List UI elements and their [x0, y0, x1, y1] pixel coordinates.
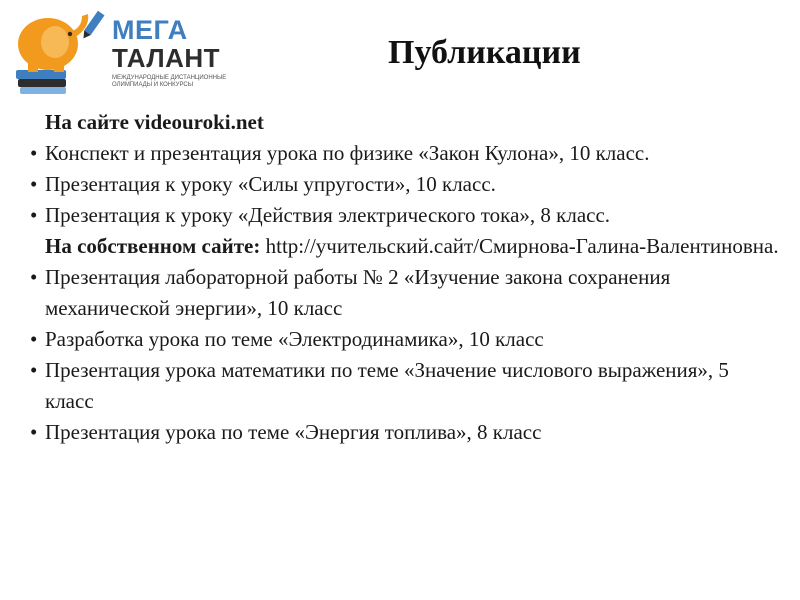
list-item-text: Презентация урока по теме «Энергия топлива», 8 класс [45, 420, 542, 444]
list-item [30, 169, 780, 200]
publications-list [30, 107, 780, 448]
elephant-icon [10, 8, 110, 98]
list-item [30, 355, 780, 417]
bullet: • [30, 358, 38, 382]
logo-line1: МЕГА [112, 15, 188, 45]
list-item-text: Презентация к уроку «Действия электрического тока», 8 класс. [45, 203, 611, 227]
bullet: • [30, 141, 38, 165]
list-item-text: Презентация к уроку «Силы упругости», 10 класс. [45, 172, 496, 196]
list-item [30, 324, 780, 355]
personal-site-url[interactable]: http://учительский.сайт/Смирнова-Галина-Валентиновна. [265, 234, 779, 258]
mega-talant-logo [10, 8, 230, 98]
list-item [30, 417, 780, 448]
list-item-text: Презентация урока математики по теме «Значение числового выражения», 5 класс [45, 358, 729, 413]
section1-heading: На сайте videouroki.net [45, 110, 264, 134]
list-item [30, 262, 780, 324]
bullet: • [30, 203, 38, 227]
slide-title: Публикации [388, 34, 581, 71]
bullet: • [30, 327, 38, 351]
bullet: • [30, 420, 38, 444]
section2-heading [30, 231, 780, 262]
list-item-text: Разработка урока по теме «Электродинамика», 10 класс [45, 327, 544, 351]
logo-subtitle: МЕЖДУНАРОДНЫЕ ДИСТАНЦИОННЫЕ ОЛИМПИАДЫ И КОНКУРСЫ [112, 75, 227, 88]
section2-heading-label: На собственном сайте: [45, 234, 261, 258]
logo-line2: ТАЛАНТ [112, 43, 221, 73]
bullet: • [30, 265, 38, 289]
list-item [30, 138, 780, 169]
list-item-text: Презентация лабораторной работы № 2 «Изучение закона сохранения механической энергии», 10 класс [45, 265, 671, 320]
bullet: • [30, 172, 38, 196]
list-item-text: Конспект и презентация урока по физике «Закон Кулона», 10 класс. [45, 141, 650, 165]
list-item [30, 200, 780, 231]
